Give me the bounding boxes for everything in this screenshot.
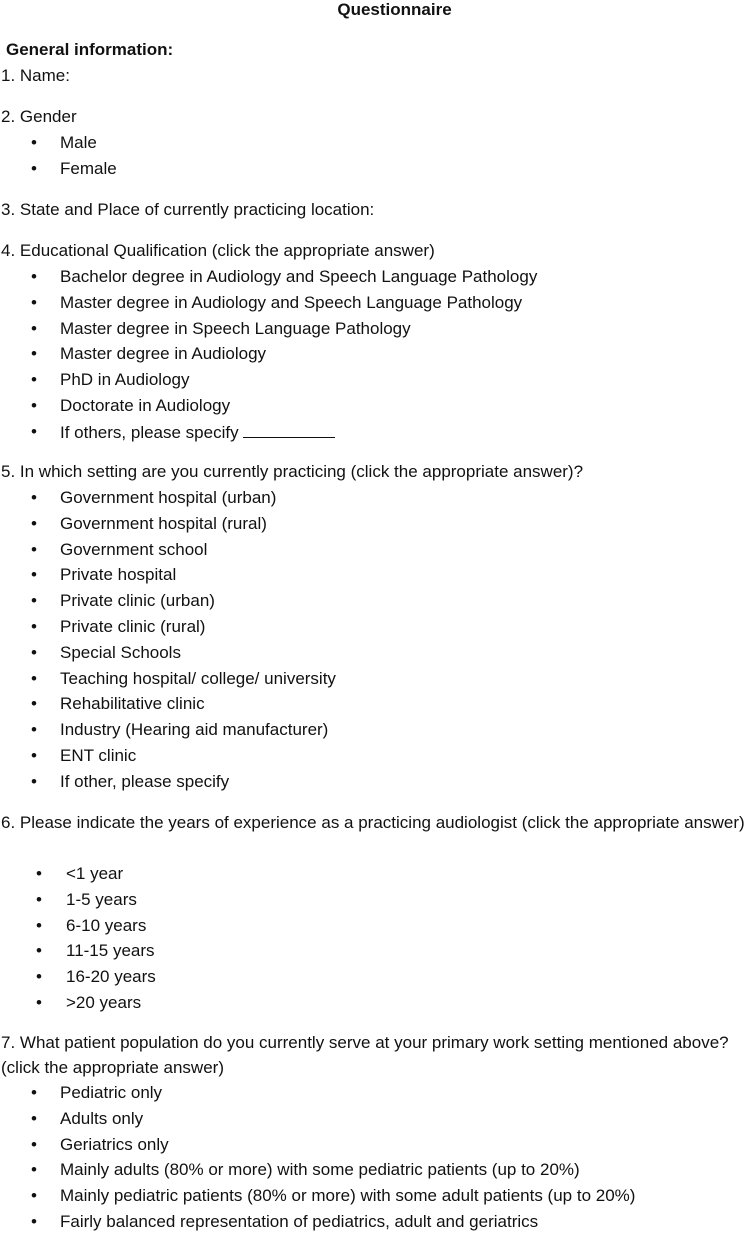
bullet-icon: • bbox=[36, 889, 42, 909]
bullet-icon: • bbox=[36, 967, 42, 987]
question-4-educational-qualification: 4. Educational Qualification (click the appropriate answer) bbox=[1, 241, 435, 260]
question-7-patient-population: 7. What patient population do you currently serve at your primary work setting mentioned above? (click the appropriate answer) bbox=[1, 1033, 729, 1077]
question-2-gender: 2. Gender bbox=[1, 107, 77, 126]
bullet-icon: • bbox=[31, 370, 37, 390]
bullet-icon: • bbox=[31, 1186, 37, 1206]
specify-blank-field[interactable] bbox=[243, 419, 335, 438]
bullet-icon: • bbox=[31, 1160, 37, 1180]
section-heading-general-information: General information: bbox=[6, 40, 174, 59]
bullet-icon: • bbox=[31, 292, 37, 312]
bullet-icon: • bbox=[31, 565, 37, 585]
bullet-icon: • bbox=[31, 668, 37, 688]
question-3-location: 3. State and Place of currently practicing location: bbox=[1, 200, 375, 219]
bullet-icon: • bbox=[31, 344, 37, 364]
questionnaire-document: Questionnaire General information: 1. Name: 2. Gender • Male • Female 3. State and Place of currently practicing location: 4. Educational Qualification (click the appropriate answer) • Bachelor degree in Audiology and Speech Language Pathology • Master degree in Audiology and Speech Language Pathology • Master degree in Speech Language Pathology • Master degree in Audiology • PhD in Audiology • Doctorate in Audiology • If others, please specify 5. In which setting are you currently practicing (click the appropriate answer)? • Government hospital (urban) • Government hospital (rural) • Government school • Private hospital • Private clinic (urban) • Private clinic (rural) • Special Schools • Teaching hospital/ college/ university • Rehabilitative clinic • Industry (Hearing aid manufacturer) • ENT clinic • If other, please specify 6. Please indicate the years of experience as a practicing audiologist (click the appropriate answer) • <1 year • 1-5 years • 6-10 years • 11-15 years • 16-20 years • >20 years 7. What patient population do you currently serve at your primary work setting mentioned above? (click the appropriate answer) • Pediatric only • Adults only • Geriatrics only • Mainly adults (80% or more) with some pediatric patients (up to 20%) • Mainly pediatric patients (80% or more) with some adult patients (up to 20%) • Fairly balanced representation of pediatrics, adult and geriatrics bbox=[0, 0, 749, 1233]
bullet-icon: • bbox=[36, 864, 42, 883]
bullet-icon: • bbox=[31, 1134, 37, 1154]
question-5-practice-setting: 5. In which setting are you currently practicing (click the appropriate answer)? bbox=[1, 462, 584, 481]
question-6-years-experience: 6. Please indicate the years of experience as a practicing audiologist (click the appropriate answer) bbox=[1, 813, 745, 832]
bullet-icon: • bbox=[31, 642, 37, 662]
bullet-icon: • bbox=[31, 1108, 37, 1128]
document-title: Questionnaire bbox=[337, 0, 452, 19]
bullet-icon: • bbox=[31, 1083, 37, 1102]
bullet-icon: • bbox=[31, 488, 37, 507]
bullet-icon: • bbox=[31, 318, 37, 338]
bullet-icon: • bbox=[31, 421, 37, 441]
question-1-name: 1. Name: bbox=[1, 66, 70, 85]
bullet-icon: • bbox=[31, 158, 37, 178]
bullet-icon: • bbox=[31, 133, 37, 152]
bullet-icon: • bbox=[31, 771, 37, 791]
bullet-icon: • bbox=[31, 720, 37, 740]
bullet-icon: • bbox=[36, 915, 42, 935]
bullet-icon: • bbox=[31, 395, 37, 415]
bullet-icon: • bbox=[31, 745, 37, 765]
bullet-icon: • bbox=[31, 694, 37, 714]
bullet-icon: • bbox=[31, 539, 37, 559]
bullet-icon: • bbox=[31, 267, 37, 286]
bullet-icon: • bbox=[31, 591, 37, 611]
bullet-icon: • bbox=[36, 941, 42, 961]
bullet-icon: • bbox=[36, 992, 42, 1012]
bullet-icon: • bbox=[31, 1211, 37, 1231]
bullet-icon: • bbox=[31, 616, 37, 636]
bullet-icon: • bbox=[31, 513, 37, 533]
